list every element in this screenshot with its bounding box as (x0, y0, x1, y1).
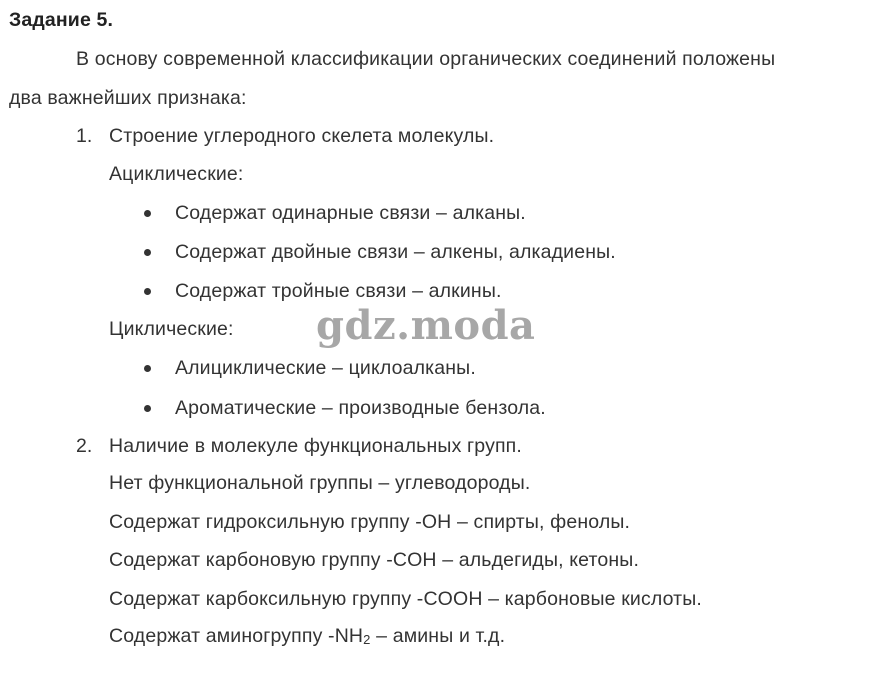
intro-line-2: два важнейших признака: (9, 87, 247, 109)
list-item-text: Ароматические – производные бензола. (175, 397, 546, 419)
list-item-text: Алициклические – циклоалканы. (175, 357, 476, 379)
bullet-icon (144, 365, 151, 372)
task-title: Задание 5. (9, 9, 114, 31)
intro-line-1: В основу современной классификации органических соединений положены (76, 48, 776, 70)
section-2-heading: Наличие в молекуле функциональных групп. (109, 435, 522, 457)
bullet-icon (144, 249, 151, 256)
group-line: Содержат гидроксильную группу -OH – спирты, фенолы. (109, 511, 631, 533)
list-item-text: Содержат тройные связи – алкины. (175, 280, 502, 302)
section-2-number: 2. (76, 435, 93, 457)
section-1-number: 1. (76, 125, 93, 147)
amine-prefix: Содержат аминогруппу -NH (109, 625, 364, 647)
amine-line (109, 624, 505, 652)
watermark-logo: gdz.moda (316, 302, 536, 349)
group-line: Содержат карбоновую группу -COH – альдегиды, кетоны. (109, 549, 640, 571)
cyclic-label: Циклические: (109, 318, 234, 340)
group-line: Нет функциональной группы – углеводороды. (109, 472, 531, 494)
bullet-icon (144, 288, 151, 295)
amine-suffix: – амины и т.д. (370, 625, 506, 647)
section-1-heading: Строение углеродного скелета молекулы. (109, 125, 495, 147)
list-item-text: Содержат двойные связи – алкены, алкадиены. (175, 241, 616, 263)
acyclic-label: Ациклические: (109, 163, 244, 185)
group-line: Содержат карбоксильную группу -COOH – карбоновые кислоты. (109, 588, 702, 610)
list-item-text: Содержат одинарные связи – алканы. (175, 202, 526, 224)
bullet-icon (144, 405, 151, 412)
amine-subscript: 2 (363, 632, 371, 647)
bullet-icon (144, 210, 151, 217)
